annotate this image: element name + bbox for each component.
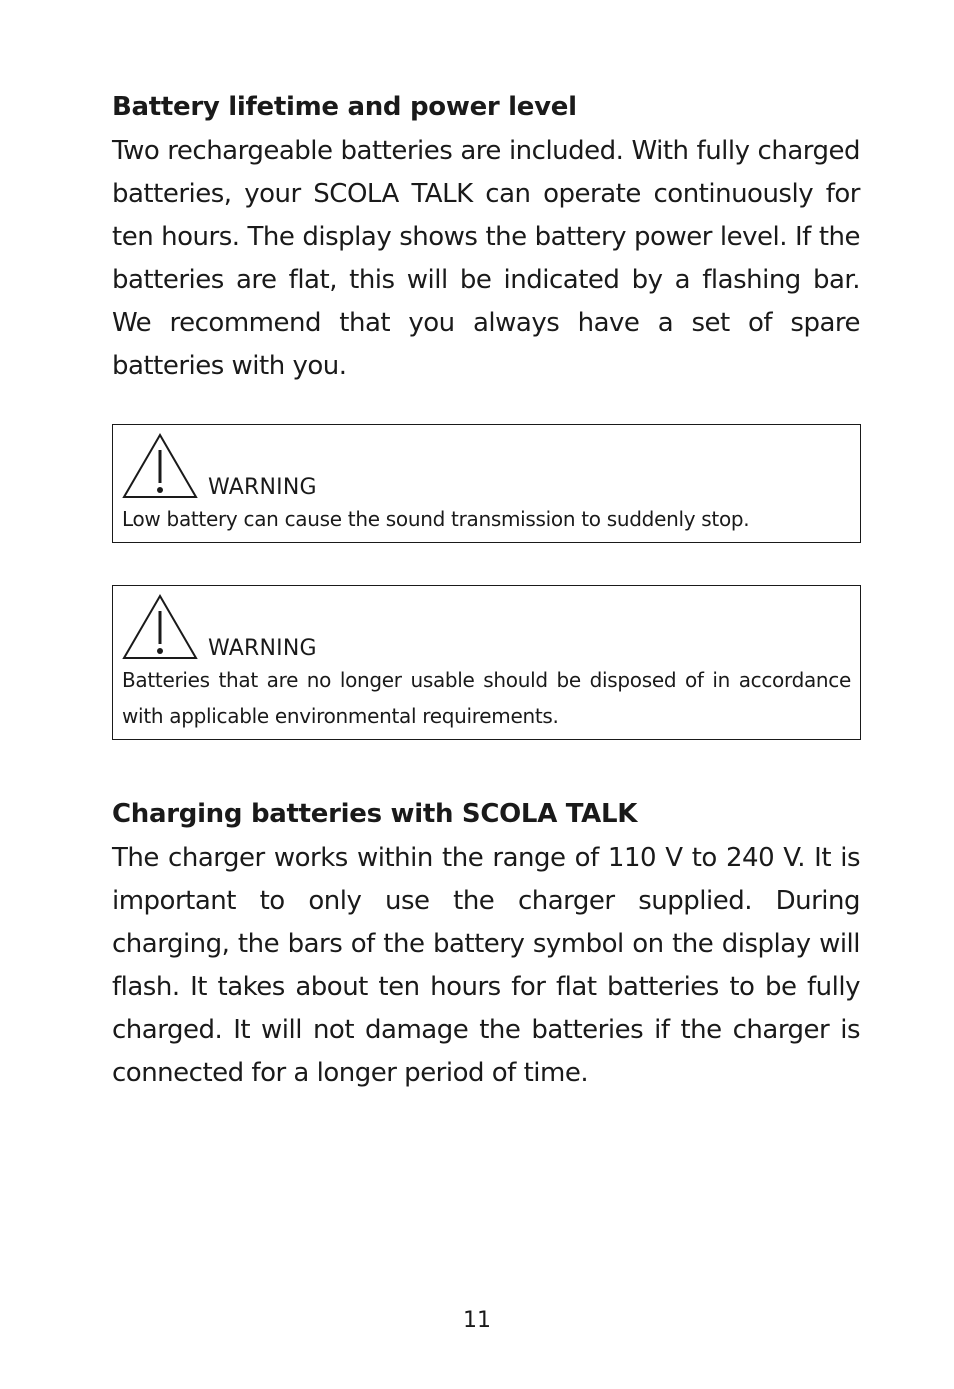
warning-label: WARNING bbox=[208, 475, 317, 500]
section-heading: Battery lifetime and power level bbox=[112, 92, 577, 122]
warning-triangle-icon bbox=[122, 433, 200, 499]
section-body: Two rechargeable batteries are included. With fully charged batteries, your SCOLA TALK can operate continuously for ten hours. The display shows the battery power level. If the batteries are flat, this will be indicated by a flashing bar. We recommend that you always have a set of spare batteries with you. bbox=[112, 136, 860, 381]
battery-lifetime-section bbox=[112, 88, 860, 388]
warning-box-disposal bbox=[112, 585, 861, 740]
document-page bbox=[112, 88, 860, 1095]
warning-header bbox=[122, 433, 851, 499]
warning-label: WARNING bbox=[208, 636, 317, 661]
warning-box-low-battery bbox=[112, 424, 861, 543]
page-number: 11 bbox=[463, 1308, 491, 1333]
section-heading: Charging batteries with SCOLA TALK bbox=[112, 799, 638, 829]
warning-header bbox=[122, 594, 851, 660]
charging-section bbox=[112, 795, 860, 1095]
warning-triangle-icon bbox=[122, 594, 200, 660]
warning-text: Batteries that are no longer usable should be disposed of in accordance with applicable environmental requirements. bbox=[122, 668, 851, 728]
section-body: The charger works within the range of 110 V to 240 V. It is important to only use the charger supplied. During charging, the bars of the battery symbol on the display will flash. It takes about ten hours for flat batteries to be fully charged. It will not damage the batteries if the charger is connected for a longer period of time. bbox=[112, 843, 860, 1088]
warning-text: Low battery can cause the sound transmission to suddenly stop. bbox=[122, 507, 750, 531]
